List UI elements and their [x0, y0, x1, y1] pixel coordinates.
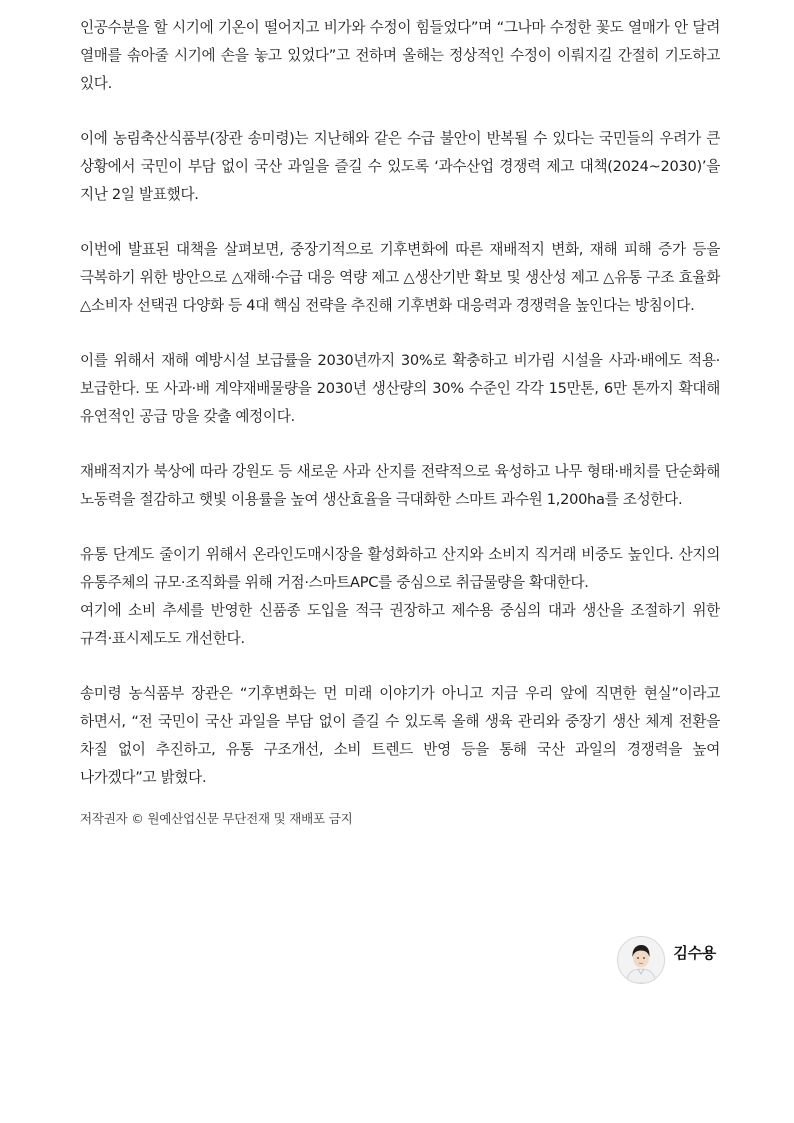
- article-paragraph: 여기에 소비 추세를 반영한 신품종 도입을 적극 권장하고 제수용 중심의 대과 생산을 조절하기 위한 규격·표시제도도 개선한다.: [80, 602, 720, 647]
- article-paragraph: 이를 위해서 재해 예방시설 보급률을 2030년까지 30%로 확충하고 비가림 시설을 사과·배에도 적용·보급한다. 또 사과·배 계약재배물량을 2030년 생산량의 30% 수준인 각각 15만톤, 6만 톤까지 확대해 유연적인 공급 망을 갖출 예정이다.: [80, 352, 720, 425]
- article-paragraph: 이번에 발표된 대책을 살펴보면, 중장기적으로 기후변화에 따른 재배적지 변화, 재해 피해 증가 등을 극복하기 위한 방안으로 △재해·수급 대응 역량 제고 △생산기반 확보 및 생산성 제고 △유통 구조 효율화 △소비자 선택권 다양화 등 4대 핵심 전략을 추진해 기후변화 대응력과 경쟁력을 높인다는 방침이다.: [80, 241, 720, 314]
- author-name[interactable]: 김수용: [673, 944, 716, 962]
- article-paragraph: 인공수분을 할 시기에 기온이 떨어지고 비가와 수정이 힘들었다”며 “그나마 수정한 꽃도 열매가 안 달려 열매를 솎아줄 시기에 손을 놓고 있었다”고 전하며 올해는 정상적인 수정이 이뤄지길 간절히 기도하고 있다.: [80, 19, 720, 92]
- article-paragraph: 송미령 농식품부 장관은 “기후변화는 먼 미래 이야기가 아니고 지금 우리 앞에 직면한 현실”이라고 하면서, “전 국민이 국산 과일을 부담 없이 즐길 수 있도록 올해 생육 관리와 중장기 생산 체계 전환을 차질 없이 추진하고, 유통 구조개선, 소비 트렌드 반영 등을 통해 국산 과일의 경쟁력을 높여 나가겠다”고 밝혔다.: [80, 685, 720, 786]
- author-byline[interactable]: [617, 936, 716, 984]
- article-paragraph: 재배적지가 북상에 따라 강원도 등 새로운 사과 산지를 전략적으로 육성하고 나무 형태·배치를 단순화해 노동력을 절감하고 햇빛 이용률을 높여 생산효율을 극대화한 스마트 과수원 1,200ha를 조성한다.: [80, 463, 720, 508]
- reporter-avatar-icon[interactable]: [617, 936, 665, 984]
- article-paragraph: 유통 단계도 줄이기 위해서 온라인도매시장을 활성화하고 산지와 소비지 직거래 비중도 높인다. 산지의 유통주체의 규모·조직화를 위해 거점·스마트APC를 중심으로 취급물량을 확대한다.: [80, 546, 720, 591]
- article-paragraph: 이에 농림축산식품부(장관 송미령)는 지난해와 같은 수급 불안이 반복될 수 있다는 국민들의 우려가 큰 상황에서 국민이 부담 없이 국산 과일을 즐길 수 있도록 ‘과수산업 경쟁력 제고 대책(2024~2030)’을 지난 2일 발표했다.: [80, 130, 720, 203]
- copyright-notice: 저작권자 © 원예산업신문 무단전재 및 재배포 금지: [80, 811, 353, 826]
- article-body: [80, 14, 720, 829]
